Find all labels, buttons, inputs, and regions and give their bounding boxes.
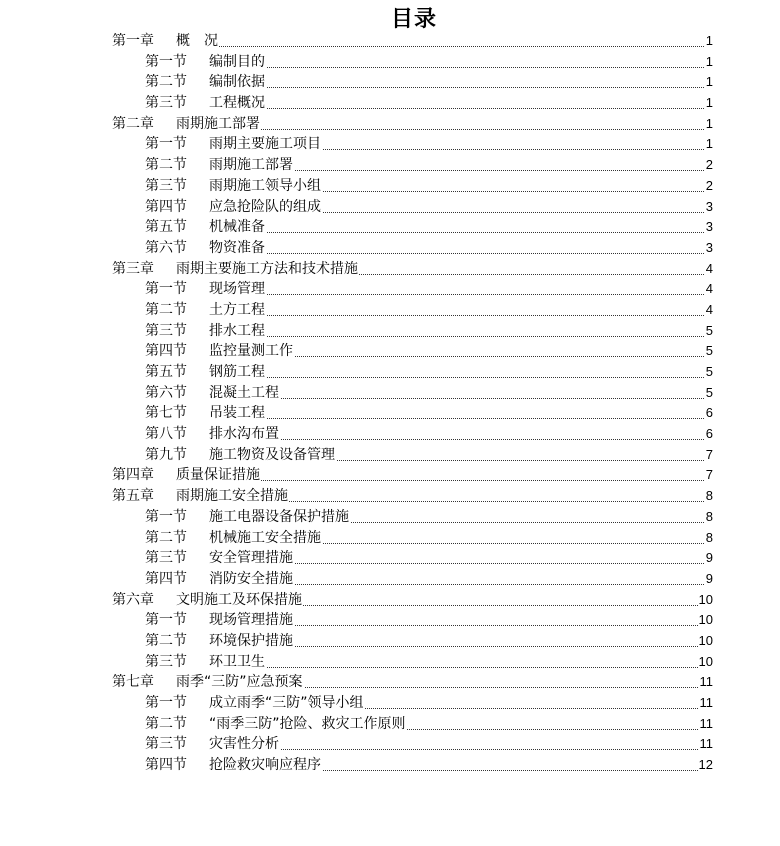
toc-section-row[interactable] (0, 321, 780, 342)
toc-entry (112, 114, 261, 135)
toc-entry-title: 物资准备 (209, 239, 265, 256)
toc-section-row[interactable] (0, 631, 780, 652)
toc-section-row[interactable] (0, 176, 780, 197)
toc-entry (145, 445, 336, 466)
toc-entry (112, 259, 359, 280)
toc-entry (145, 383, 280, 404)
toc-entry-label: 第五节 (145, 364, 187, 380)
toc-entry-label: 第三节 (145, 177, 187, 194)
toc-entry (145, 548, 294, 569)
toc-entry-title: 雨期施工部署 (176, 115, 260, 132)
toc-page-number: 1 (705, 134, 713, 155)
toc-entry (145, 52, 266, 73)
toc-section-row[interactable] (0, 52, 780, 73)
toc-page-number: 10 (698, 610, 713, 631)
toc-entry-label: 第六章 (112, 591, 154, 608)
toc-entry (145, 176, 322, 197)
toc-entry-label: 第七章 (112, 674, 154, 691)
toc-entry (145, 93, 266, 114)
toc-entry (145, 403, 266, 424)
toc-entry-label: 第四节 (145, 343, 187, 360)
toc-page-number: 11 (699, 734, 714, 755)
toc-entry (145, 341, 294, 362)
toc-page-number: 5 (705, 341, 713, 362)
toc-entry-label: 第三节 (145, 322, 187, 339)
toc-page-number: 10 (698, 590, 713, 611)
toc-entry-title: 文明施工及环保措施 (176, 591, 302, 608)
toc-section-row[interactable] (0, 238, 780, 259)
toc-page-number: 9 (705, 548, 713, 569)
toc-page-number: 9 (705, 569, 713, 590)
toc-entry (145, 693, 365, 714)
toc-section-row[interactable] (0, 507, 780, 528)
toc-page-number: 5 (705, 383, 713, 404)
toc-page-number: 8 (705, 528, 713, 549)
toc-section-row[interactable] (0, 383, 780, 404)
toc-page-number: 4 (705, 259, 713, 280)
toc-entry-label: 第八节 (145, 426, 187, 443)
toc-entry-label: 第四节 (145, 570, 187, 587)
toc-section-row[interactable] (0, 197, 780, 218)
toc-entry-title: 编制目的 (209, 53, 265, 70)
toc-chapter-row[interactable] (0, 590, 780, 611)
toc-entry-label: 第四章 (112, 467, 154, 484)
toc-chapter-row[interactable] (0, 114, 780, 135)
toc-entry-title: 成立雨季“三防”领导小组 (209, 695, 364, 711)
toc-entry (145, 569, 294, 590)
toc-entry-label: 第二节 (145, 632, 187, 649)
toc-entry (145, 279, 266, 300)
toc-entry-title: 监控量测工作 (209, 343, 293, 360)
toc-page-number: 8 (705, 507, 713, 528)
toc-entry-title: 机械施工安全措施 (209, 529, 321, 546)
toc-section-row[interactable] (0, 403, 780, 424)
toc-entry-title: 雨期施工部署 (209, 157, 293, 174)
toc-entry-title: 雨期主要施工方法和技术措施 (176, 260, 358, 277)
toc-section-row[interactable] (0, 155, 780, 176)
toc-page-number: 5 (705, 362, 713, 383)
toc-entry-title: 编制依据 (209, 74, 265, 91)
toc-section-row[interactable] (0, 714, 780, 735)
toc-page-number: 4 (705, 279, 713, 300)
toc-page-number: 2 (705, 155, 713, 176)
toc-entry-title: 土方工程 (209, 301, 265, 318)
toc-entry-title: 质量保证措施 (176, 467, 260, 484)
toc-entry-title: “雨季三防”抢险、救灾工作原则 (209, 715, 406, 732)
toc-entry-title: 概 况 (176, 33, 218, 49)
toc-section-row[interactable] (0, 548, 780, 569)
toc-chapter-row[interactable] (0, 486, 780, 507)
toc-page-number: 12 (698, 755, 713, 776)
toc-page-number: 1 (705, 31, 713, 52)
toc-entry-label: 第一节 (145, 281, 187, 298)
toc-entry-label: 第三节 (145, 653, 187, 670)
toc-entry-label: 第二节 (145, 529, 187, 546)
toc-entry-title: 安全管理措施 (209, 550, 293, 567)
toc-entry-label: 第三节 (145, 550, 187, 567)
toc-entry-label: 第五节 (145, 219, 187, 236)
toc-section-row[interactable] (0, 279, 780, 300)
toc-page-number: 6 (705, 403, 713, 424)
toc-entry (145, 631, 294, 652)
toc-entry-label: 第一节 (145, 612, 187, 629)
toc-entry-label: 第一节 (145, 695, 187, 711)
toc-section-row[interactable] (0, 693, 780, 714)
toc-entry (145, 134, 322, 155)
toc-section-row[interactable] (0, 755, 780, 776)
toc-entry (145, 217, 266, 238)
toc-section-row[interactable] (0, 610, 780, 631)
toc-entry-title: 灾害性分析 (209, 736, 279, 753)
toc-entry-label: 第一节 (145, 53, 187, 70)
toc-page-number: 7 (705, 465, 713, 486)
toc-section-row[interactable] (0, 445, 780, 466)
toc-entry-title: 雨期施工安全措施 (176, 488, 288, 505)
toc-section-row[interactable] (0, 424, 780, 445)
toc-entry (145, 321, 266, 342)
toc-entry (145, 507, 350, 528)
toc-entry (112, 31, 219, 52)
toc-entry (145, 72, 266, 93)
toc-page-number: 7 (705, 445, 713, 466)
toc-entry (145, 197, 322, 218)
toc-entry (145, 362, 266, 383)
toc-entry-label: 第九节 (145, 446, 187, 463)
toc-entry-label: 第四节 (145, 757, 187, 774)
toc-section-row[interactable] (0, 300, 780, 321)
toc-entry (145, 610, 294, 631)
toc-entry-label: 第三节 (145, 95, 187, 112)
toc-entry-title: 施工物资及设备管理 (209, 446, 335, 463)
toc-chapter-row[interactable] (0, 465, 780, 486)
toc-page-number: 1 (705, 114, 713, 135)
toc-entry-title: 应急抢险队的组成 (209, 198, 321, 215)
toc-entry (112, 486, 289, 507)
toc-entry-label: 第二节 (145, 74, 187, 91)
toc-page-number: 8 (705, 486, 713, 507)
toc-entry (145, 238, 266, 259)
toc-list (0, 31, 780, 776)
toc-entry (145, 734, 280, 755)
toc-entry-title: 机械准备 (209, 219, 265, 236)
toc-chapter-row[interactable] (0, 259, 780, 280)
toc-title: 目录 (390, 7, 437, 32)
toc-section-row[interactable] (0, 734, 780, 755)
toc-entry (145, 155, 294, 176)
toc-entry (145, 652, 266, 673)
toc-section-row[interactable] (0, 93, 780, 114)
toc-entry-label: 第二节 (145, 301, 187, 318)
toc-page-number: 1 (705, 52, 713, 73)
toc-entry (145, 300, 266, 321)
toc-entry (112, 465, 261, 486)
toc-entry (145, 528, 322, 549)
toc-page-number: 2 (705, 176, 713, 197)
toc-entry-label: 第一章 (112, 33, 154, 49)
toc-entry-label: 第六节 (145, 384, 187, 401)
toc-page-number: 3 (705, 197, 713, 218)
toc-entry-title: 钢筋工程 (209, 364, 265, 380)
toc-entry-title: 雨期施工领导小组 (209, 177, 321, 194)
toc-entry-title: 工程概况 (209, 95, 265, 112)
toc-entry-title: 现场管理措施 (209, 612, 293, 629)
toc-entry-title: 雨期主要施工项目 (209, 136, 321, 153)
toc-entry (145, 755, 322, 776)
toc-page-number: 3 (705, 217, 713, 238)
toc-page-number: 10 (698, 652, 713, 673)
toc-entry-title: 环卫卫生 (209, 653, 265, 670)
toc-entry-label: 第七节 (145, 405, 187, 422)
toc-section-row[interactable] (0, 569, 780, 590)
toc-page-number: 11 (699, 672, 714, 693)
toc-chapter-row[interactable] (0, 31, 780, 52)
toc-section-row[interactable] (0, 362, 780, 383)
toc-entry (145, 714, 407, 735)
toc-page-number: 3 (705, 238, 713, 259)
toc-page-number: 5 (705, 321, 713, 342)
toc-entry-title: 混凝土工程 (209, 384, 279, 401)
toc-page-number: 4 (705, 300, 713, 321)
toc-section-row[interactable] (0, 72, 780, 93)
toc-page-number: 1 (705, 93, 713, 114)
toc-entry-label: 第二节 (145, 715, 187, 732)
toc-page-number: 11 (699, 714, 714, 735)
toc-entry-title: 吊装工程 (209, 405, 265, 422)
toc-entry (112, 590, 303, 611)
toc-entry (112, 672, 304, 693)
toc-entry-title: 排水工程 (209, 322, 265, 339)
toc-section-row[interactable] (0, 341, 780, 362)
toc-chapter-row[interactable] (0, 672, 780, 693)
toc-entry-label: 第二节 (145, 157, 187, 174)
toc-entry-title: 现场管理 (209, 281, 265, 298)
toc-entry (145, 424, 280, 445)
toc-entry-label: 第一节 (145, 136, 187, 153)
toc-section-row[interactable] (0, 134, 780, 155)
toc-entry-label: 第六节 (145, 239, 187, 256)
toc-page-number: 11 (699, 693, 714, 714)
toc-entry-title: 排水沟布置 (209, 426, 279, 443)
toc-page-number: 1 (705, 72, 713, 93)
toc-entry-title: 施工电器设备保护措施 (209, 508, 349, 525)
toc-entry-label: 第五章 (112, 488, 154, 505)
toc-section-row[interactable] (0, 528, 780, 549)
toc-entry-label: 第三章 (112, 260, 154, 277)
toc-entry-label: 第一节 (145, 508, 187, 525)
toc-page-number: 10 (698, 631, 713, 652)
toc-entry-label: 第四节 (145, 198, 187, 215)
toc-entry-title: 雨季“三防”应急预案 (176, 674, 303, 691)
toc-entry-title: 抢险救灾响应程序 (209, 757, 321, 774)
toc-section-row[interactable] (0, 217, 780, 238)
toc-section-row[interactable] (0, 652, 780, 673)
toc-entry-title: 消防安全措施 (209, 570, 293, 587)
toc-entry-label: 第二章 (112, 115, 154, 132)
toc-entry-label: 第三节 (145, 736, 187, 753)
toc-page-number: 6 (705, 424, 713, 445)
toc-entry-title: 环境保护措施 (209, 632, 293, 649)
